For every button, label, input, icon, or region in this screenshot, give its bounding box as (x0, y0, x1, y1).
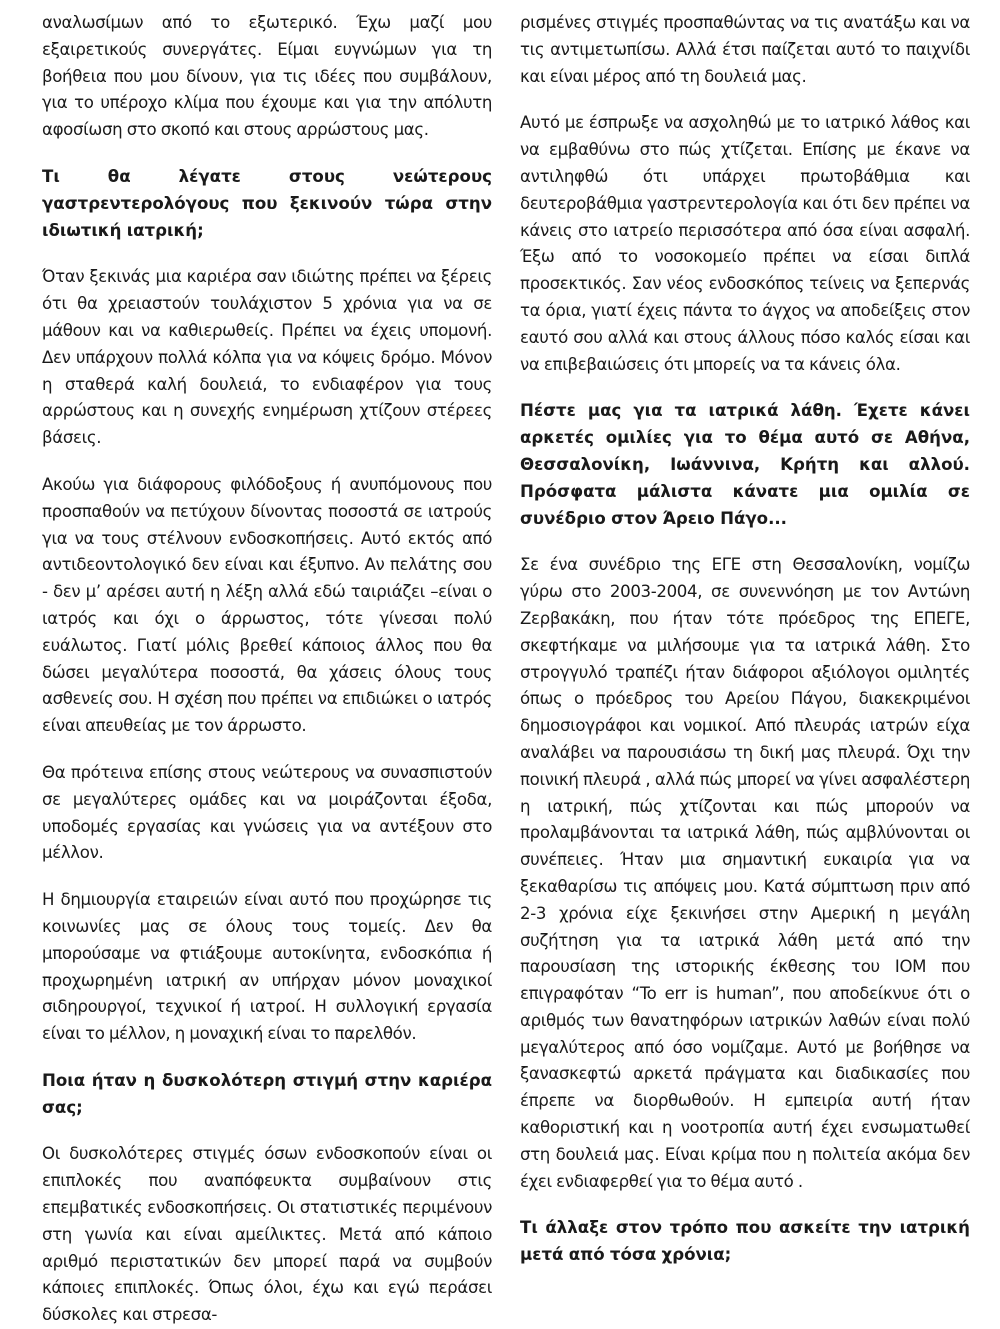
paragraph: Οι δυσκολότερες στιγμές όσων ενδοσκοπούν είναι οι επιπλοκές που αναπόφευκτα συμβαίνουν στις επεμβατικές ενδοσκοπήσεις. Οι στατιστικές περιμένουν στη γωνία και είναι αμείλικτες. Μετά από κάποιο αριθμό περιστατικών δεν μπορεί παρά να συμβούν κάποιες επιπλοκές. Όπως όλοι, έχω και εγώ περάσει δύσκολες και στρεσα- (42, 1144, 492, 1325)
paragraph: Σε ένα συνέδριο της ΕΓΕ στη Θεσσαλονίκη, νομίζω γύρω στο 2003-2004, σε συνεννόηση με τον Αντώνη Ζερβακάκη, που ήταν τότε πρόεδρος της ΕΠΕΓΕ, σκεφτήκαμε να μιλήσουμε για τα ιατρικά λάθη. Στο στρογγυλό τραπέζι ήταν διάφοροι αξιόλογοι ομιλητές όπως ο πρόεδρος του Αρείου Πάγου, διακεκριμένοι δημοσιογράφοι και νομικοί. Από πλευράς ιατρών είχα αναλάβει να παρουσιάσω τη δική μας πλευρά. Όχι την ποινική πλευρά , αλλά πώς μπορεί να γίνει ασφαλέστερη η ιατρική, πώς χτίζονται και πώς μπορούν να προλαμβάνονται τα ιατρικά λάθη, πώς αμβλύνονται οι συνέπειες. Ήταν μια σημαντική ευκαιρία για να ξεκαθαρίσω τις απόψεις μου. Κατά σύμπτωση πριν από 2-3 χρόνια είχε ξεκινήσει στην Αμερική η μεγάλη συζήτηση για τα ιατρικά λάθη μετά από την παρουσίαση της ιστορικής έκθεσης του IOM που επιγραφόταν “To err is human”, που αποδείκνυε ότι ο αριθμός των θανατηφόρων ιατρικών λαθών είναι πολύ μεγαλύτερος από όσο νομίζαμε. Αυτό με βοήθησε να ξανασκεφτώ αρκετά πράγματα και διαδικασίες που έπρεπε να διορθωθούν. Η εμπειρία αυτή ήταν καθοριστική και η νοοτροπία αυτή έχει ενσωματωθεί στη δουλειά μας. Είναι κρίμα που η πολιτεία ακόμα δεν έχει ενδιαφερθεί για το θέμα αυτό . (520, 555, 970, 1191)
right-column (520, 10, 970, 1277)
paragraph: Ακούω για διάφορους φιλόδοξους ή ανυπόμονους που προσπαθούν να πετύχουν δίνοντας ποσοστά σε ιατρούς για να τους στέλνουν ενδοσκοπήσεις. Αυτό εκτός από αντιδεοντολογικό δεν είναι και έξυπνο. Αν πελάτης σου - δεν μ’ αρέσει αυτή η λέξη αλλά εδώ ταιριάζει –είναι ο ιατρός και όχι ο άρρωστος, τότε γίνεσαι πολύ ευάλωτος. Γιατί μόλις βρεθεί κάποιος άλλος που θα δώσει μεγαλύτερα ποσοστά, θα χάσεις όλους τους ασθενείς σου. Η σχέση που πρέπει να επιδιώκει ο ιατρός είναι απευθείας με τον άρρωστο. (42, 474, 492, 736)
paragraph: Αυτό με έσπρωξε να ασχοληθώ με το ιατρικό λάθος και να εμβαθύνω στο πώς χτίζεται. Επίσης με έκανε να αντιληφθώ ότι υπάρχει πρωτοβάθμια και δευτεροβάθμια γαστρεντερολογία και ότι δεν πρέπει να κάνεις στο ιατρείο περισσότερα από όσα είναι ασφαλή. Έξω από το νοσοκομείο πρέπει να είσαι διπλά προσεκτικός. Σαν νέος ενδοσκόπος τείνεις να ξεπερνάς τα όρια, γιατί έχεις πάντα το άγχος να αποδείξεις στον εαυτό σου αλλά και στους άλλους πόσο καλός είσαι και να επιβεβαιώσεις ότι μπορείς να τα κάνεις όλα. (520, 113, 970, 374)
interview-question: Τι άλλαξε στον τρόπο που ασκείτε την ιατρική μετά από τόσα χρόνια; (520, 1218, 970, 1265)
paragraph: αναλωσίμων από το εξωτερικό. Έχω μαζί μου εξαιρετικούς συνεργάτες. Είμαι ευγνώμων για τη βοήθεια που μου δίνουν, για τις ιδέες που συμβάλουν, για το υπέροχο κλίμα που έχουμε και για την απόλυτη αφοσίωση στο σκοπό και στους αρρώστους μας. (42, 13, 492, 140)
interview-question: Ποια ήταν η δυσκολότερη στιγμή στην καριέρα σας; (42, 1070, 492, 1117)
paragraph: Όταν ξεκινάς μια καριέρα σαν ιδιώτης πρέπει να ξέρεις ότι θα χρειαστούν τουλάχιστον 5 χρόνια για να σε μάθουν και να καθιερωθείς. Πρέπει να έχεις υπομονή. Δεν υπάρχουν πολλά κόλπα για να κόψεις δρόμο. Μόνον η σταθερά καλή δουλειά, το ενδιαφέρον για τους αρρώστους και η συνεχής ενημέρωση χτίζουν στέρεες βάσεις. (42, 267, 492, 448)
paragraph: Η δημιουργία εταιρειών είναι αυτό που προχώρησε τις κοινωνίες μας σε όλους τους τομείς. Δεν θα μπορούσαμε να φτιάξουμε αυτοκίνητα, ενδοσκόπια ή προχωρημένη ιατρική αν υπήρχαν μόνον μοναχικοί σιδηρουργοί, τεχνικοί ή ιατροί. Η συλλογική εργασία είναι το μέλλον, η μοναχική είναι το παρελθόν. (42, 890, 492, 1044)
paragraph: Θα πρότεινα επίσης στους νεώτερους να συνασπιστούν σε μεγαλύτερες ομάδες και να μοιράζονται έξοδα, υποδομές εργασίας και γνώσεις για να αντέξουν στο μέλλον. (42, 762, 492, 863)
left-column (42, 10, 492, 1325)
interview-question: Τι θα λέγατε στους νεώτερους γαστρεντερολόγους που ξεκινούν τώρα στην ιδιωτική ιατρική; (42, 166, 492, 240)
interview-question: Πέστε μας για τα ιατρικά λάθη. Έχετε κάνει αρκετές ομιλίες για το θέμα αυτό σε Αθήνα, Θεσσαλονίκη, Ιωάννινα, Κρήτη και αλλού. Πρόσφατα μάλιστα κάνατε μια ομιλία σε συνέδριο στον Άρειο Πάγο... (520, 401, 970, 528)
paragraph: ρισμένες στιγμές προσπαθώντας να τις ανατάξω και να τις αντιμετωπίσω. Αλλά έτσι παίζεται αυτό το παιχνίδι και είναι μέρος από τη δουλειά μας. (520, 13, 970, 86)
